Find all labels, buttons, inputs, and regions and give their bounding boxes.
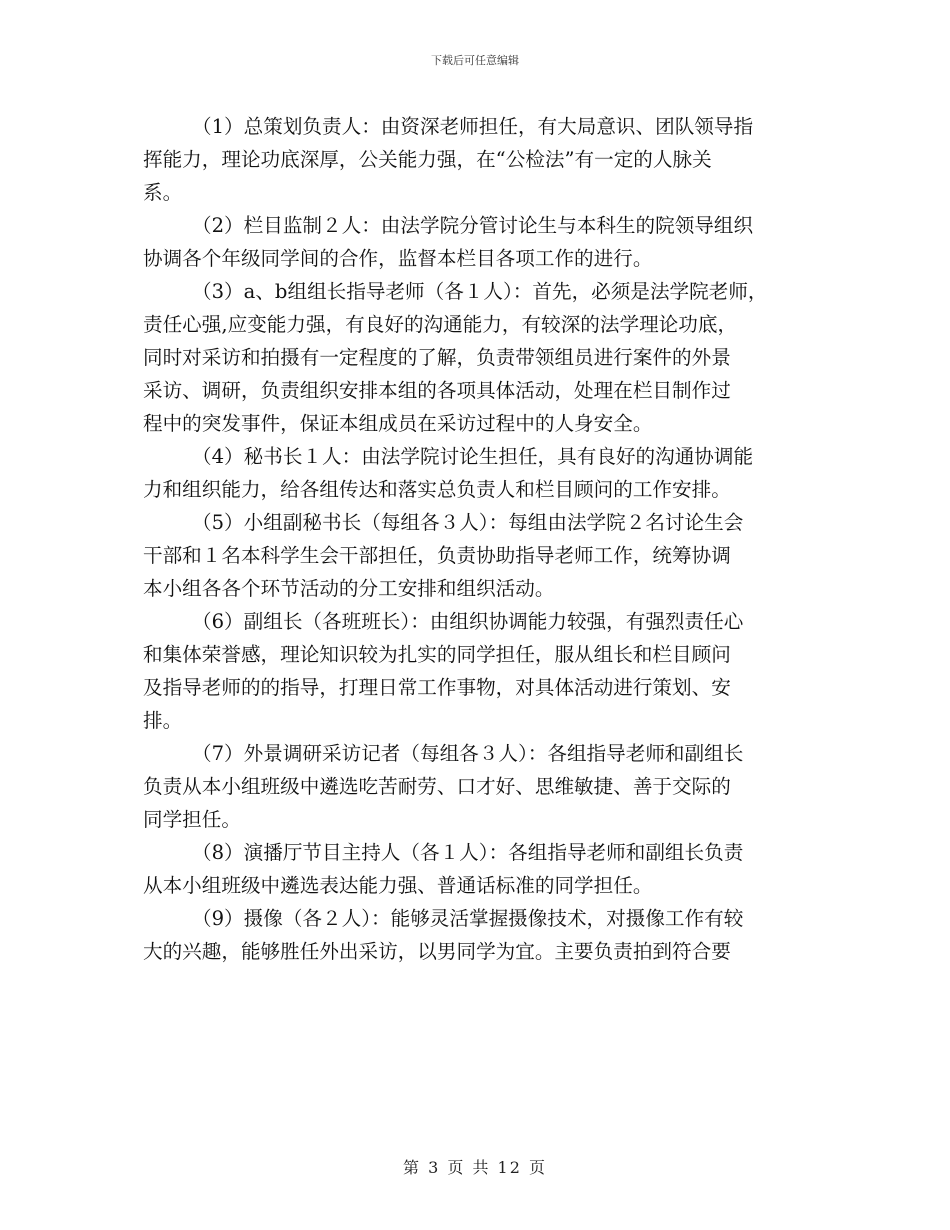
text-line: （9）摄像（各２人）：能够灵活掌握摄像技术，对摄像工作有较 xyxy=(192,907,744,930)
paragraph xyxy=(143,110,833,209)
paragraph xyxy=(143,902,833,968)
text-line: 同时对采访和拍摄有一定程度的了解，负责带领组员进行案件的外景 xyxy=(143,346,731,369)
page-footer: 第 3 页 共 12 页 xyxy=(403,1158,547,1177)
document-body xyxy=(143,110,833,968)
text-line: 采访、调研，负责组织安排本组的各项具体活动，处理在栏目制作过 xyxy=(143,379,731,402)
text-line: 同学担任。 xyxy=(143,808,241,831)
text-line: 挥能力，理论功底深厚，公关能力强，在“公检法”有一定的人脉关 xyxy=(143,148,712,171)
text-line: 大的兴趣，能够胜任外出采访，以男同学为宜。主要负责拍到符合要 xyxy=(143,940,731,963)
text-line: （4）秘书长１人：由法学院讨论生担任，具有良好的沟通协调能 xyxy=(192,445,754,468)
page-header: 下载后可任意编辑 xyxy=(431,54,519,67)
paragraph xyxy=(143,440,833,506)
text-line: （7）外景调研采访记者（每组各３人）：各组指导老师和副组长 xyxy=(192,742,744,765)
paragraph xyxy=(143,275,833,440)
text-line: （2）栏目监制２人：由法学院分管讨论生与本科生的院领导组织 xyxy=(192,214,754,237)
text-line: 从本小组班级中遴选表达能力强、普通话标准的同学担任。 xyxy=(143,874,653,897)
text-line: 及指导老师的的指导，打理日常工作事物，对具体活动进行策划、安 xyxy=(143,676,731,699)
text-line: 和集体荣誉感，理论知识较为扎实的同学担任，服从组长和栏目顾问 xyxy=(143,643,731,666)
text-line: 责任心强,应变能力强，有良好的沟通能力，有较深的法学理论功底， xyxy=(143,313,738,336)
text-line: 程中的突发事件，保证本组成员在采访过程中的人身安全。 xyxy=(143,412,653,435)
text-line: 干部和１名本科学生会干部担任，负责协助指导老师工作，统筹协调 xyxy=(143,544,731,567)
text-line: 协调各个年级同学间的合作，监督本栏目各项工作的进行。 xyxy=(143,247,653,270)
paragraph xyxy=(143,209,833,275)
text-line: 力和组织能力，给各组传达和落实总负责人和栏目顾问的工作安排。 xyxy=(143,478,731,501)
text-line: （1）总策划负责人：由资深老师担任，有大局意识、团队领导指 xyxy=(192,115,754,138)
text-line: 排。 xyxy=(143,709,183,732)
text-line: （3）a、b组组长指导老师（各１人）：首先，必须是法学院老师， xyxy=(192,280,768,303)
text-line: （8）演播厅节目主持人（各１人）：各组指导老师和副组长负责 xyxy=(192,841,744,864)
text-line: 系。 xyxy=(143,181,183,204)
text-line: 负责从本小组班级中遴选吃苦耐劳、口才好、思维敏捷、善于交际的 xyxy=(143,775,731,798)
text-line: 本小组各各个环节活动的分工安排和组织活动。 xyxy=(143,577,555,600)
paragraph xyxy=(143,737,833,836)
paragraph xyxy=(143,605,833,737)
paragraph xyxy=(143,506,833,605)
text-line: （6）副组长（各班班长）：由组织协调能力较强，有强烈责任心 xyxy=(192,610,744,633)
paragraph xyxy=(143,836,833,902)
text-line: （5）小组副秘书长（每组各３人）：每组由法学院２名讨论生会 xyxy=(192,511,744,534)
